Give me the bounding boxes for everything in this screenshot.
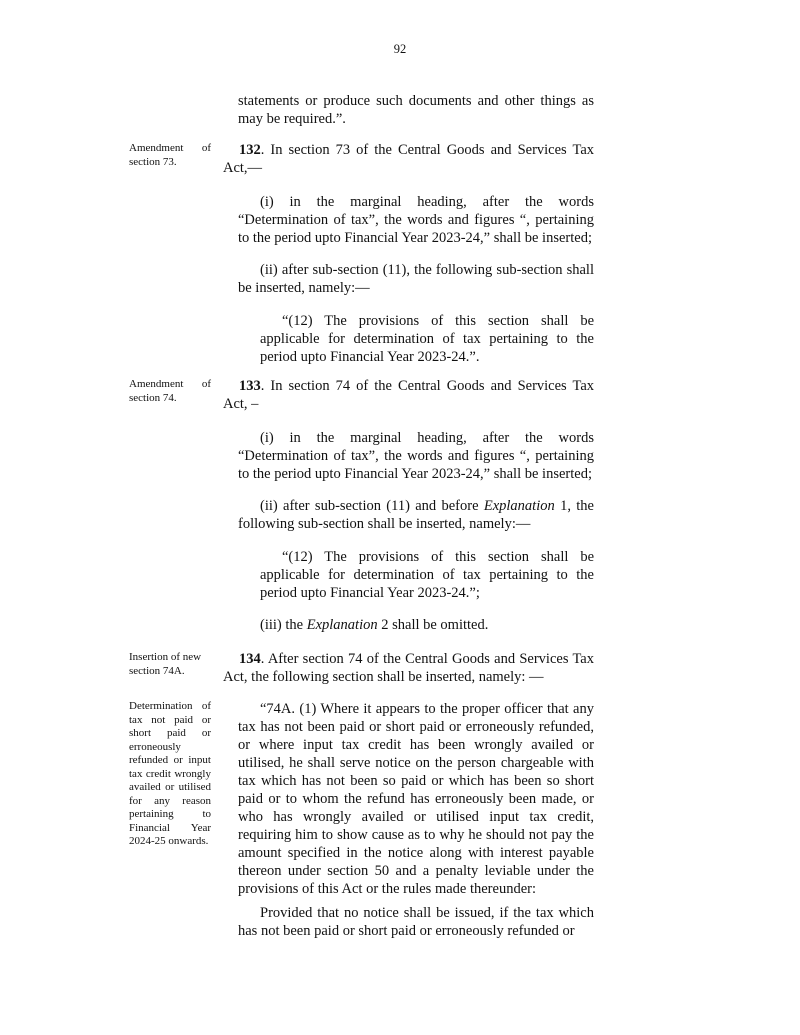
clause-iii-text-a: (iii) the <box>260 617 307 633</box>
section-74A-proviso: Provided that no notice shall be issued, if the tax which has not been paid or short paid or erroneously refunded or <box>238 905 594 939</box>
clause-ii-text-a: (ii) after sub-section (11) and before <box>260 498 484 514</box>
section-132-intro <box>223 141 594 177</box>
clause-iii-text-b: 2 shall be omitted. <box>377 617 489 633</box>
clause-iii-explanation: Explanation <box>306 617 378 633</box>
section-133-clause-i: (i) in the marginal heading, after the words “Determination of tax”, the words and figures “, pertaining to the period upto Financial Year 2023-24,” shall be inserted; <box>238 430 594 482</box>
section-133-number: 133 <box>239 378 261 394</box>
section-134-intro-text: . After section 74 of the Central Goods and Services Tax Act, the following section shall be inserted, namely: — <box>223 651 594 685</box>
clause-ii-text-b: 1, the following sub-section shall be inserted, namely:— <box>238 498 594 532</box>
page-number: 92 <box>393 42 407 56</box>
section-133-intro <box>223 377 594 413</box>
section-132-number: 132 <box>239 142 261 158</box>
margin-note-132: Amendment of section 73. <box>129 142 211 168</box>
section-74A-subsection-1: “74A. (1) Where it appears to the proper officer that any tax has not been paid or short paid or erroneously refunded, or where input tax credit has been wrongly availed or utilised, he shall serve notice on the person chargeable with tax which has not been so paid or which has been so short paid or to whom the refund has erroneously been made, or who has wrongly availed or utilised input tax credit, requiring him to show cause as to why he should not pay the amount specified in the notice along with interest payable thereon under section 50 and a penalty leviable under the provisions of this Act or the rules made thereunder: <box>238 701 594 897</box>
section-132-quoted-subsection: “(12) The provisions of this section shall be applicable for determination of tax pertaining to the period upto Financial Year 2023-24.”. <box>260 313 594 365</box>
margin-note-74A: Determination of tax not paid or short paid or erroneously refunded or input tax credit wrongly availed or utilised for any reason pertaining to Financial Year 2024-25 onwards. <box>129 700 211 847</box>
section-133-intro-text: . In section 74 of the Central Goods and Services Tax Act, – <box>223 378 594 412</box>
section-133-quoted-subsection: “(12) The provisions of this section shall be applicable for determination of tax pertaining to the period upto Financial Year 2023-24.”; <box>260 549 594 601</box>
continued-paragraph: statements or produce such documents and other things as may be required.”. <box>238 93 594 127</box>
margin-note-134: Insertion of new section 74A. <box>129 651 202 677</box>
section-132-clause-i: (i) in the marginal heading, after the words “Determination of tax”, the words and figures “, pertaining to the period upto Financial Year 2023-24,” shall be inserted; <box>238 194 594 246</box>
margin-note-133: Amendment of section 74. <box>129 378 211 404</box>
section-132-intro-text: . In section 73 of the Central Goods and Services Tax Act,— <box>223 142 594 176</box>
section-133-clause-iii <box>238 616 594 634</box>
section-133-clause-ii <box>238 497 594 533</box>
section-134-number: 134 <box>239 651 261 667</box>
section-134-intro <box>223 650 594 686</box>
clause-ii-explanation: Explanation <box>483 498 555 514</box>
section-132-clause-ii: (ii) after sub-section (11), the following sub-section shall be inserted, namely:— <box>238 262 594 296</box>
